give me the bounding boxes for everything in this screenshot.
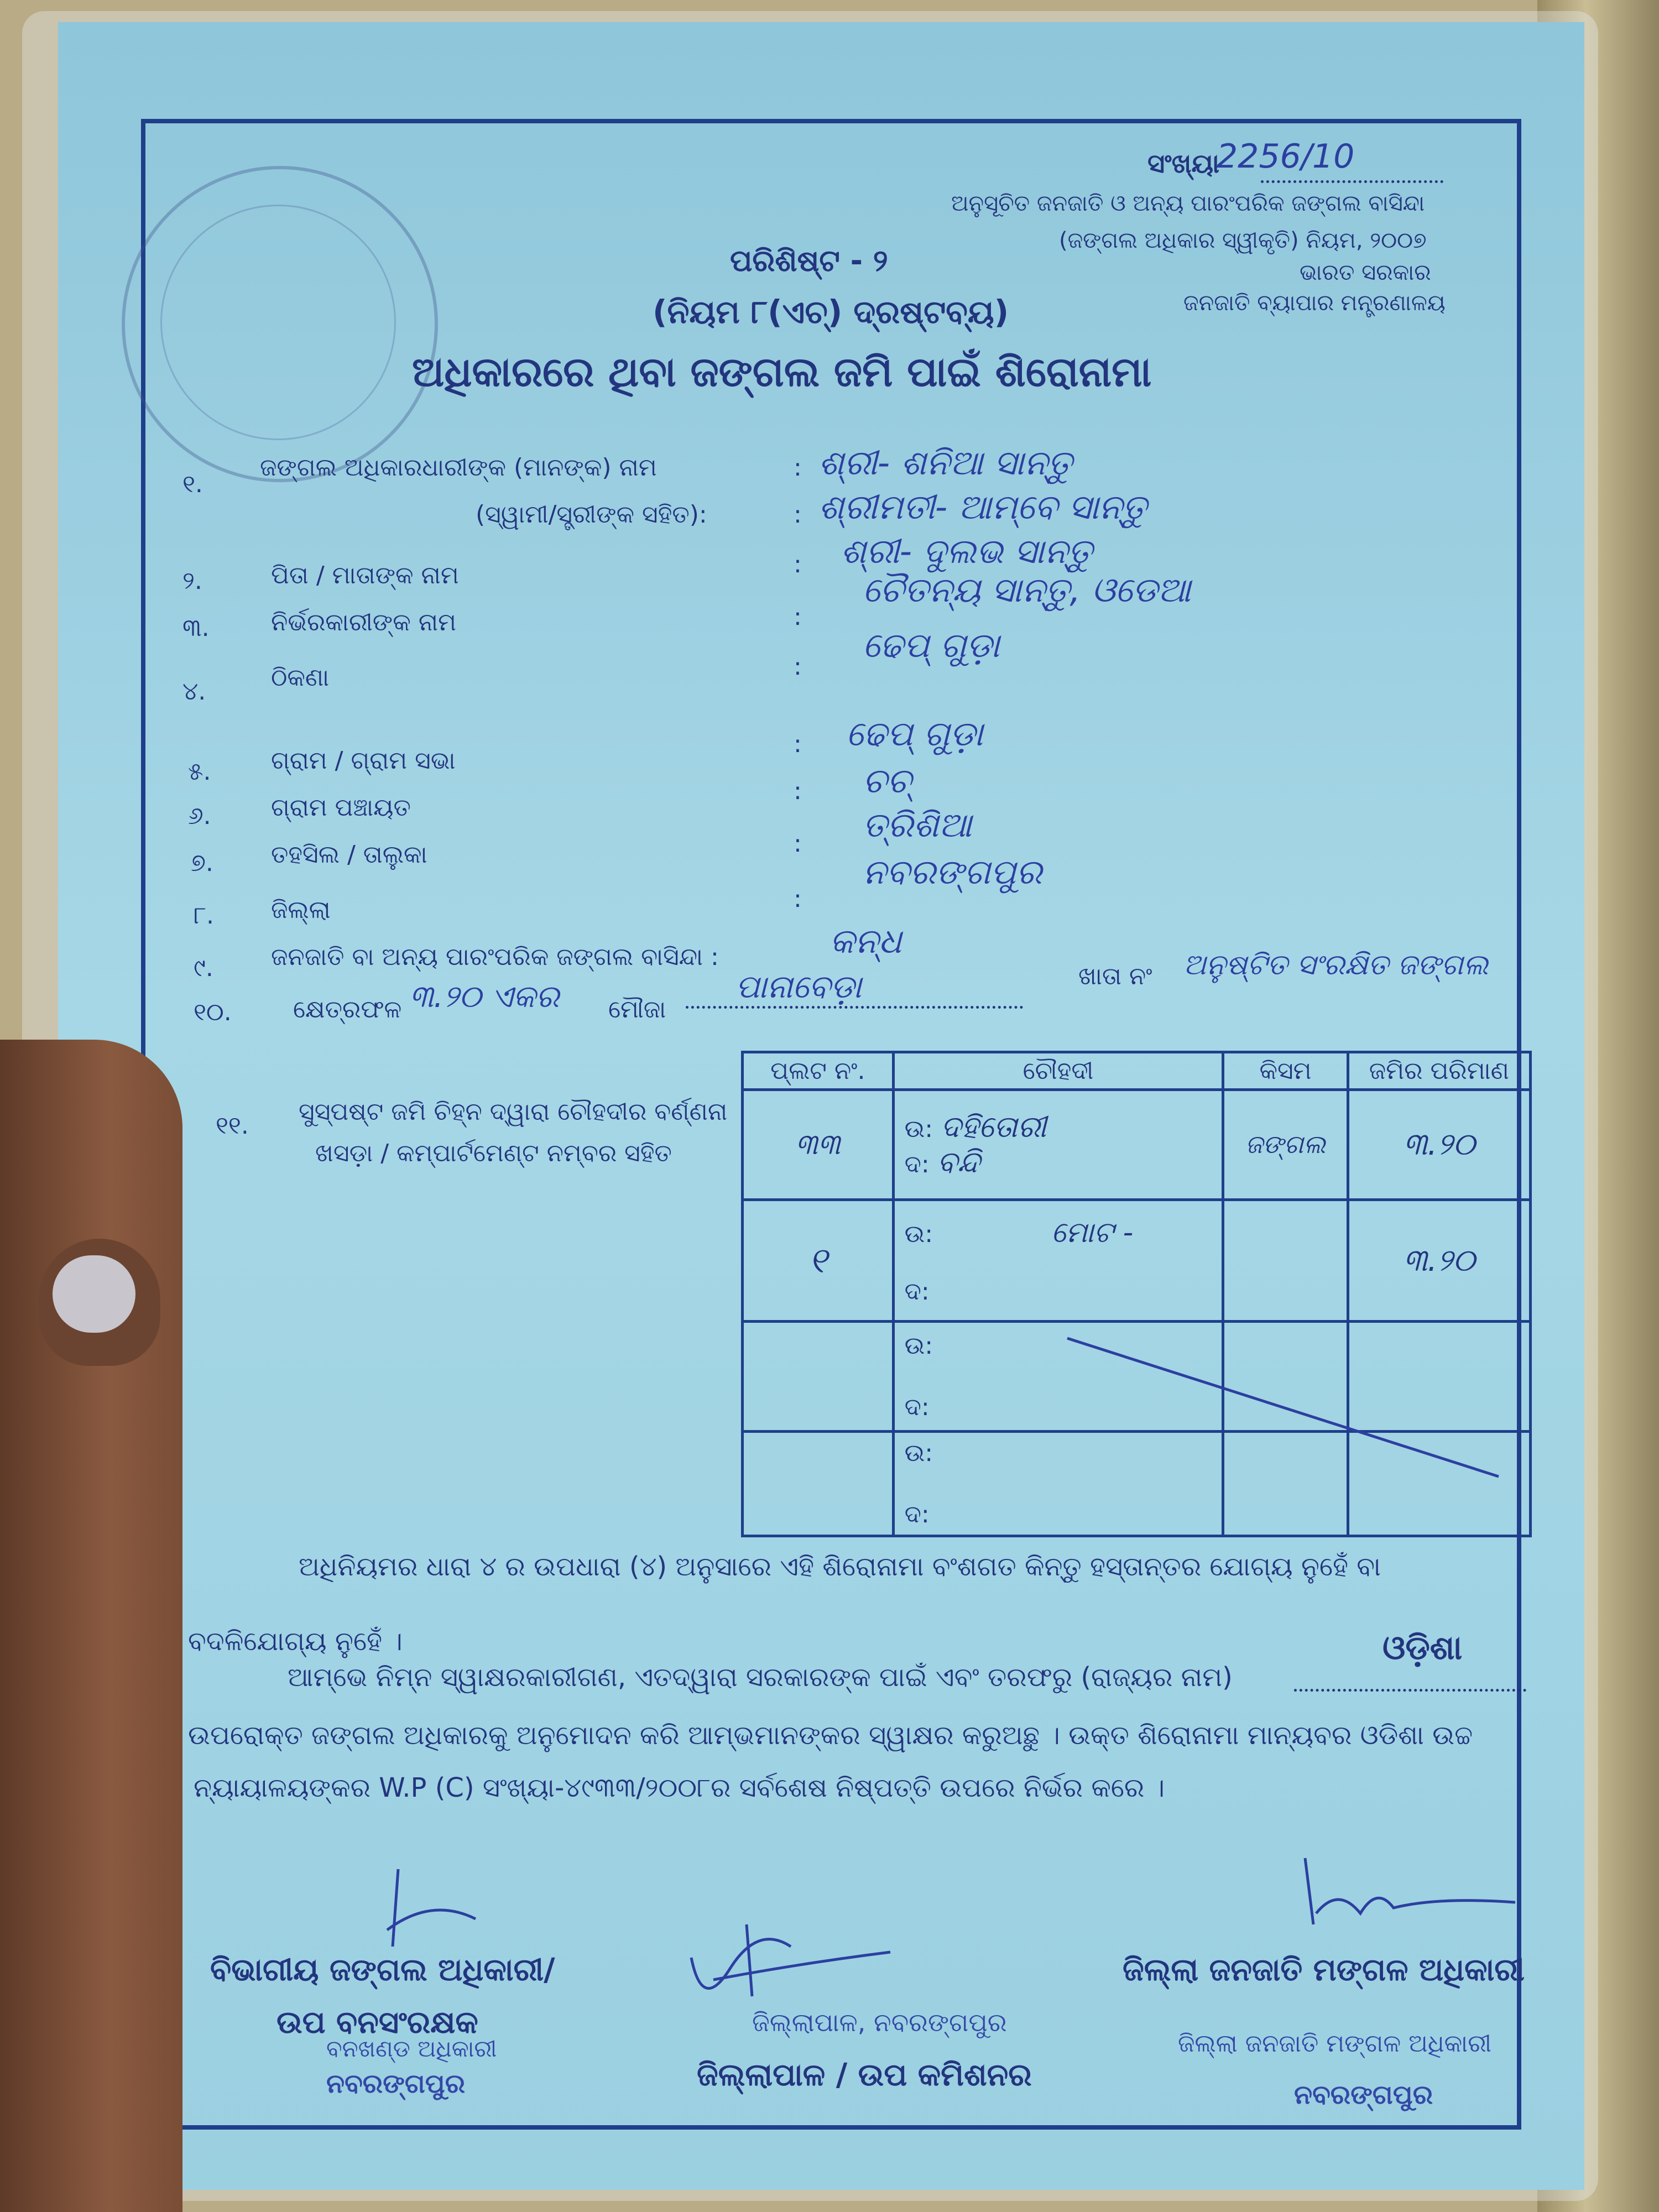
field-3-value: ଚୈତନ୍ୟ ସାନ୍ତୁ, ଓଡେଆ: [863, 570, 1191, 610]
paragraph-2-line-1: ଆମ୍ଭେ ନିମ୍ନ ସ୍ୱାକ୍ଷରକାରୀଗଣ, ଏତଦ୍ୱାରା ସରକାରଙ୍କ ପାଇଁ ଏବଂ ତରଫରୁ (ରାଜ୍ୟର ନାମ): [288, 1662, 1233, 1693]
boundary-cell: [893, 1090, 1223, 1200]
north-prefix: ଉ:: [904, 1439, 933, 1468]
state-name-value: ଓଡ଼ିଶା: [1383, 1629, 1463, 1667]
field-7-number: ୭.: [191, 849, 213, 877]
south-prefix: ଦ:: [904, 1277, 930, 1306]
field-4-value: ଢେପ୍ ଗୁଡ଼ା: [863, 625, 1000, 665]
field-11-number: ୧୧.: [216, 1112, 249, 1140]
south-prefix: ଦ:: [904, 1500, 930, 1529]
signature-left: [365, 1864, 498, 1963]
serial-value: 2256/10: [1217, 137, 1355, 176]
north-prefix: ଉ:: [904, 1115, 933, 1144]
paragraph-2-line-2: ଉପରୋକ୍ତ ଜଙ୍ଗଲ ଅଧିକାରକୁ ଅନୁମୋଦନ କରି ଆମ୍ଭମାନଙ୍କର ସ୍ୱାକ୍ଷର କରୁଅଛୁ । ଉକ୍ତ ଶିରୋନାମା ମାନ୍ୟବର ଓଡିଶା ଉଚ୍ଚ: [188, 1720, 1473, 1751]
field-11-line-2: ଖସଡ଼ା / କମ୍ପାର୍ଟମେଣ୍ଟ ନମ୍ବର ସହିତ: [315, 1139, 672, 1167]
field-1-number: ୧.: [182, 470, 203, 498]
field-10-number: ୧୦.: [194, 998, 232, 1026]
north-value: ଦହିତୋରୀ: [941, 1109, 1047, 1145]
area-label: କ୍ଷେତ୍ରଫଳ: [293, 995, 402, 1024]
field-9-label: ଜନଜାତି ବା ଅନ୍ୟ ପାରଂପରିକ ଜଙ୍ଗଲ ବାସିନ୍ଦା :: [271, 943, 719, 971]
field-7-label: ତହସିଲ / ତାଲୁକା: [271, 841, 427, 869]
signatory-left-title: ବିଭାଗୀୟ ଜଙ୍ଗଲ ଅଧିକାରୀ/: [210, 1952, 555, 1988]
area-cell: ୩.୨୦: [1348, 1200, 1530, 1322]
stamp-right-office: ଜିଲ୍ଲା ଜନଜାତି ମଙ୍ଗଳ ଅଧିକାରୀ: [1178, 2030, 1492, 2058]
south-prefix: ଦ:: [904, 1150, 930, 1179]
header-land-area: ଜମିର ପରିମାଣ: [1348, 1052, 1530, 1090]
plot-cell: ୩୩: [743, 1090, 894, 1200]
field-1b-label: (ସ୍ୱାମୀ/ସ୍ତ୍ରୀଙ୍କ ସହିତ):: [476, 500, 707, 529]
plot-cell: [743, 1322, 894, 1432]
signatory-center-title: ଜିଲ୍ଲାପାଳ / ଉପ କମିଶନର: [697, 2057, 1032, 2093]
type-cell: [1223, 1200, 1348, 1322]
field-2-label: ପିତା / ମାତାଙ୍କ ନାମ: [271, 561, 459, 589]
field-4-number: ୪.: [182, 677, 206, 706]
mouza-label: ମୌଜା: [608, 995, 666, 1024]
paragraph-1-line-2: ବଦଳିଯୋଗ୍ୟ ନୁହେଁ ।: [188, 1626, 403, 1657]
act-line-1: ଅନୁସୂଚିତ ଜନଜାତି ଓ ଅନ୍ୟ ପାରଂପରିକ ଜଙ୍ଗଲ ବାସିନ୍ଦା: [951, 191, 1425, 216]
plot-cell: [743, 1432, 894, 1536]
field-9-value: କନ୍ଧ: [830, 921, 902, 961]
type-cell: ଜଙ୍ଗଲ: [1223, 1090, 1348, 1200]
act-line-2: (ଜଙ୍ଗଲ ଅଧିକାର ସ୍ୱୀକୃତି) ନିୟମ, ୨୦୦୭: [1059, 228, 1427, 253]
field-3-label: ନିର୍ଭରକାରୀଙ୍କ ନାମ: [271, 608, 457, 637]
signatory-right-title: ଜିଲ୍ଲା ଜନଜାତି ମଙ୍ଗଳ ଅଧିକାରୀ: [1123, 1952, 1525, 1988]
field-6-value: ଚଚ୍: [863, 760, 912, 801]
state-dotline: [1294, 1687, 1526, 1692]
header-type: କିସମ: [1223, 1052, 1348, 1090]
area-value: ୩.୨୦ ଏକର: [409, 979, 560, 1015]
holding-hand: [0, 1040, 182, 2212]
thumbnail: [53, 1255, 135, 1333]
strike-through-line: [1062, 1327, 1504, 1493]
stamp-center-office: ଜିଲ୍ଲାପାଳ, ନବରଙ୍ଗପୁର: [752, 2007, 1007, 2037]
signatory-left-subtitle: ଉପ ବନସଂରକ୍ଷକ: [276, 2005, 478, 2041]
header-boundary: ଚୌହଦୀ: [893, 1052, 1223, 1090]
field-5-value: ଢେପ୍ ଗୁଡ଼ା: [846, 713, 983, 754]
field-9-number: ୯.: [194, 954, 213, 982]
mouza-value: ପାନାବେଡ଼ା: [735, 968, 862, 1005]
field-1-label: ଜଙ୍ଗଲ ଅଧିକାରଧାରୀଙ୍କ (ମାନଙ୍କ) ନାମ: [260, 453, 657, 482]
khata-label: ଖାତା ନଂ: [1078, 962, 1152, 990]
act-line-3: ଭାରତ ସରକାର: [1300, 260, 1431, 285]
stamp-left-place: ନବରଙ୍ଗପୁର: [326, 2068, 466, 2099]
field-1-value: ଶ୍ରୀ- ଶନିଆ ସାନ୍ତୁ: [818, 442, 1072, 483]
south-value: ବନ୍ଦି: [937, 1145, 980, 1180]
annex-label: ପରିଶିଷ୍ଟ - ୨: [730, 243, 888, 278]
field-2-value: ଶ୍ରୀ- ଦୁଲଭ ସାନ୍ତୁ: [841, 531, 1093, 571]
field-6-label: ଗ୍ରାମ ପଞ୍ଚାୟତ: [271, 794, 411, 822]
paragraph-1-line-1: ଅଧିନିୟମର ଧାରା ୪ ର ଉପଧାରା (୪) ଅନୁସାରେ ଏହି ଶିରୋନାମା ବଂଶଗତ କିନ୍ତୁ ହସ୍ତାନ୍ତର ଯୋଗ୍ୟ ନୁହେଁ ବା: [299, 1551, 1381, 1582]
table-header-row: [743, 1052, 1531, 1090]
field-5-number: ୫.: [188, 758, 211, 786]
field-2-number: ୨.: [182, 567, 202, 595]
field-6-number: ୬.: [188, 802, 211, 830]
field-5-label: ଗ୍ରାମ / ଗ୍ରାମ ସଭା: [271, 747, 456, 775]
signature-right: [1294, 1853, 1526, 1936]
north-value: ମୋଟ -: [1051, 1215, 1134, 1249]
document-title: ଅଧିକାରରେ ଥିବା ଜଙ୍ଗଲ ଜମି ପାଇଁ ଶିରୋନାମା: [412, 348, 1152, 396]
field-3-number: ୩.: [182, 614, 210, 642]
field-1b-value: ଶ୍ରୀମତୀ- ଆମ୍ବେ ସାନ୍ତୁ: [818, 487, 1147, 527]
round-seal-inner: [160, 205, 396, 440]
field-4-label: ଠିକଣା: [271, 664, 330, 692]
rule-reference: (ନିୟମ ୮(ଏଚ୍) ଦ୍ରଷ୍ଟବ୍ୟ): [653, 293, 1009, 331]
boundary-cell: [893, 1200, 1223, 1322]
north-prefix: ଉ:: [904, 1219, 933, 1248]
field-8-number: ୮.: [194, 901, 214, 930]
serial-label: ସଂଖ୍ୟା: [1147, 148, 1220, 179]
serial-dotline: [1261, 178, 1443, 183]
north-prefix: ଉ:: [904, 1332, 933, 1360]
act-line-4: ଜନଜାତି ବ୍ୟାପାର ମନ୍ତ୍ରଣାଳୟ: [1183, 290, 1446, 316]
plot-cell: ୧: [743, 1200, 894, 1322]
field-7-value: ତ୍ରିଶିଆ: [863, 805, 972, 845]
south-prefix: ଦ:: [904, 1393, 930, 1422]
field-8-value: ନବରଙ୍ଗପୁର: [863, 852, 1042, 892]
field-8-label: ଜିଲ୍ଲା: [271, 896, 331, 924]
khata-value: ଅନୁଷ୍ଟିତ ସଂରକ୍ଷିତ ଜଙ୍ଗଲ: [1183, 948, 1489, 982]
area-cell: ୩.୨୦: [1348, 1090, 1530, 1200]
stamp-right-place: ନବରଙ୍ଗପୁର: [1294, 2079, 1433, 2110]
stamp-left-office: ବନଖଣ୍ଡ ଅଧିକାରୀ: [326, 2035, 497, 2062]
header-plot-no: ପ୍ଲଟ ନଂ.: [743, 1052, 894, 1090]
mouza-dotline: [686, 1004, 1023, 1009]
paragraph-2-line-3: ନ୍ୟାୟାଳୟଙ୍କର W.P (C) ସଂଖ୍ୟା-୪୯୩୩/୨୦୦୮ର ସର୍ବଶେଷ ନିଷ୍ପତ୍ତି ଉପରେ ନିର୍ଭର କରେ ।: [194, 1772, 1165, 1803]
field-11-line-1: ସୁସ୍ପଷ୍ଟ ଜମି ଚିହ୍ନ ଦ୍ୱାରା ଚୌହଦୀର ବର୍ଣ୍ଣନା: [299, 1098, 728, 1126]
table-row: [743, 1200, 1531, 1322]
table-row: [743, 1090, 1531, 1200]
